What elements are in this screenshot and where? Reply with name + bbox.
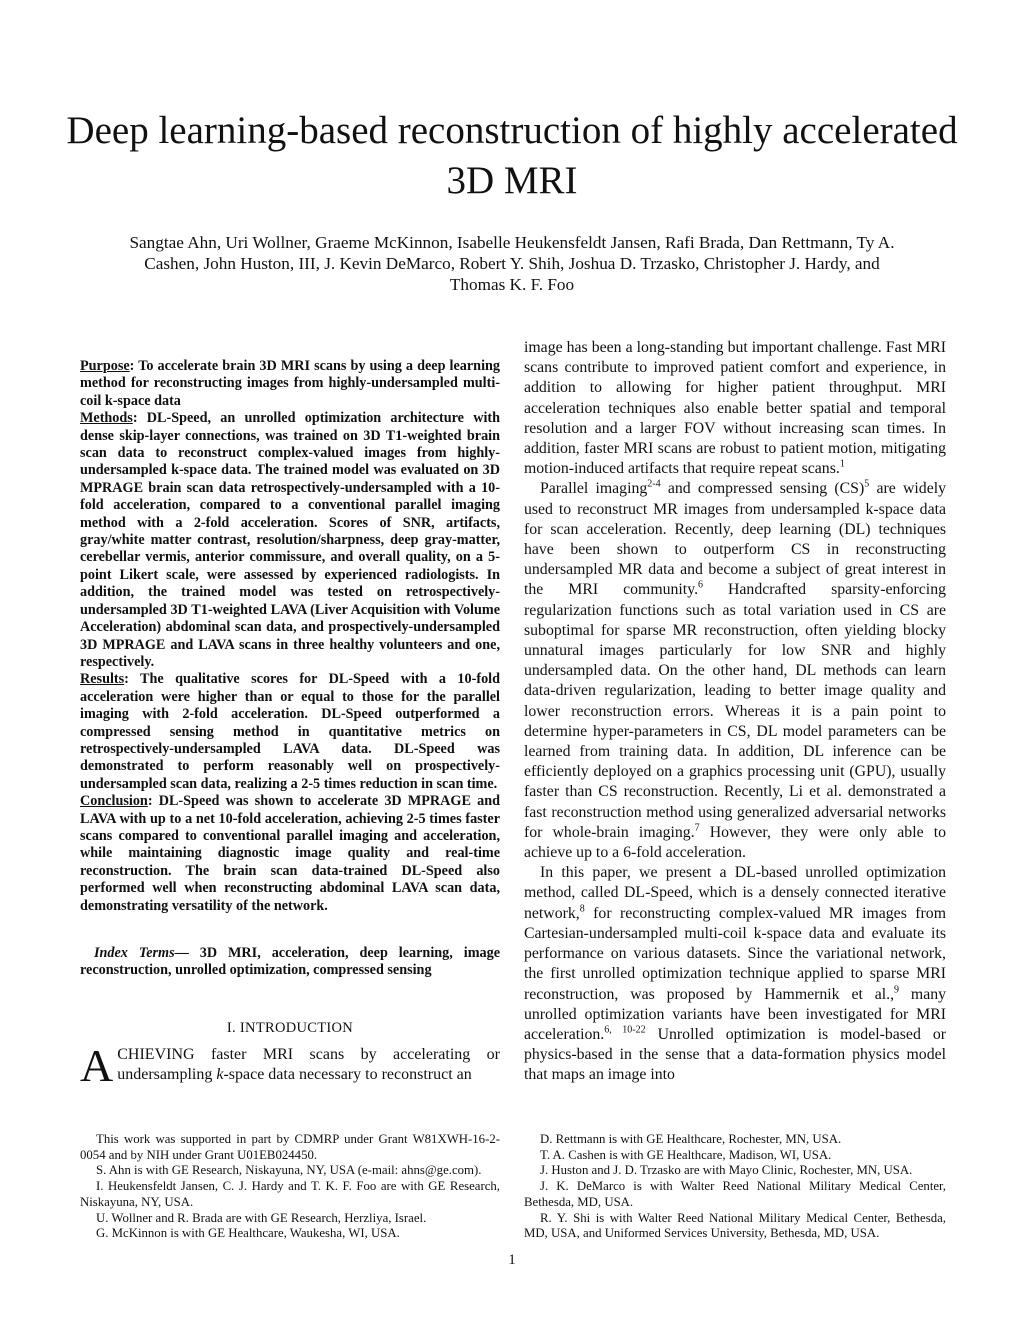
intro-paragraph [80,1039,500,1091]
footnote: This work was supported in part by CDMRP under Grant W81XWH-16-2-0054 and by NIH under Grant U01EB024450. [80,1132,500,1162]
citation: 8 [579,903,585,915]
index-terms [80,945,500,980]
purpose-text: : To accelerate brain 3D MRI scans by using a deep learning method for reconstructing images from highly-undersampled multi-coil k-space data [80,358,500,409]
abstract [80,358,500,915]
abstract-results [80,671,500,793]
p2-b: and compressed sensing (CS) [660,480,865,498]
right-paragraph-1 [524,338,946,479]
section-numeral: I. [226,1019,240,1036]
conclusion-label: Conclusion [80,793,148,810]
purpose-label: Purpose [80,358,130,374]
footnote: T. A. Cashen is with GE Healthcare, Madison, WI, USA. [540,1147,832,1162]
intro-lead: CHIEVING faster MRI scans by accelerating or undersampling [117,1045,500,1084]
footnotes-right [524,1132,946,1242]
citation: 2-4 [647,479,661,491]
citation: 5 [864,479,870,491]
p3-b: for reconstructing complex-valued MR images from Cartesian-undersampled multi-coil k-space data and evaluate its performance on various datasets. Since the variational network, the first unrolled optimization technique applied to sparse MRI reconstruction, was proposed by Hammernik et al., [524,904,946,1003]
abstract-purpose [80,358,500,410]
citation: 1 [839,458,845,470]
index-terms-text: 3D MRI, acceleration, deep learning, image reconstruction, unrolled optimization, compressed sensing [80,945,500,979]
section-heading-introduction [80,1020,500,1037]
citation: 6, 10-22 [604,1024,646,1036]
methods-label: Methods [80,410,133,427]
footnote: R. Y. Shi is with Walter Reed National Military Medical Center, Bethesda, MD, USA, and Uniformed Services University, Bethesda, MD, USA. [524,1210,946,1241]
footnote: I. Heukensfeldt Jansen, C. J. Hardy and T. K. F. Foo are with GE Research, Niskayuna, NY, USA. [80,1179,500,1209]
p2-e: However, they were only able to achieve up to a 6-fold acceleration. [524,823,946,862]
footnote: U. Wollner and R. Brada are with GE Research, Herzliya, Israel. [96,1210,427,1225]
conclusion-text: : DL-Speed was shown to accelerate 3D MPRAGE and LAVA with up to a net 10-fold acceleration, achieving 2-5 times faster scans compared to conventional parallel imaging and acceleration, while maintaining diagnostic image quality and real-time reconstruction. The brain scan data-trained DL-Speed also performed well when reconstructing abdominal LAVA scan data, demonstrating versatility of the network. [80,793,500,914]
footnote: G. McKinnon is with GE Healthcare, Waukesha, WI, USA. [96,1226,400,1241]
footnote: D. Rettmann is with GE Healthcare, Rochester, MN, USA. [540,1132,842,1146]
footnote: S. Ahn is with GE Research, Niskayuna, NY, USA (e-mail: ahns@ge.com). [96,1163,482,1178]
p2-d: Handcrafted sparsity-enforcing regularization functions such as total variation used in CS are suboptimal for sparse MR reconstruction, often yielding blocky unnatural images particularly for low SNR and highly undersampled data. On the other hand, DL methods can learn data-driven regularization, leading to better image quality and lower reconstruction errors. Whereas it is a pain point to determine hyper-parameters in CS, DL model parameters can be learned from training data. In addition, DL inference can be efficiently deployed on a graphics processing unit (GPU), usually faster than CS reconstruction. Recently, Li et al. demonstrated a fast reconstruction method using generalized adversarial networks for whole-brain imaging. [524,581,946,841]
p3-c: many unrolled optimization variants have been investigated for MRI acceleration. [524,985,947,1043]
p3-a: In this paper, we present a DL-based unrolled optimization method, called DL-Speed, which is a densely connected iterative network, [524,864,946,922]
right-column [524,338,946,1086]
footnote: J. Huston and J. D. Trzasko are with Mayo Clinic, Rochester, MN, USA. [540,1163,913,1178]
author-list: Sangtae Ahn, Uri Wollner, Graeme McKinnon, Isabelle Heukensfeldt Jansen, Rafi Brada, Dan Rettmann, Ty A. Cashen, John Huston, III, J. Kevin DeMarco, Robert Y. Shih, Joshua D. Trzasko, Christopher J. Hardy, and Thomas K. F. Foo [129,233,895,294]
p3-d: Unrolled optimization is model-based or physics-based in the sense that a data-formation physics model that maps an image into [524,1025,946,1084]
paper-title: Deep learning-based reconstruction of highly accelerated 3D MRI [66,109,958,202]
index-terms-dash: — [174,945,189,961]
results-label: Results [80,671,125,688]
intro-k: k [216,1066,224,1084]
right-paragraph-2 [524,479,946,863]
intro-rest: -space data necessary to reconstruct an [223,1066,472,1084]
index-terms-label: Index Terms [94,945,175,961]
abstract-conclusion [80,793,500,915]
p2-c: are widely used to reconstruct MR images from undersampled k-space data for scan acceleration. Recently, deep learning (DL) techniques have been shown to outperform CS in reconstructing undersampled MR data and become a subject of great interest in the MRI community. [524,480,946,599]
section-title-rest: NTRODUCTION [245,1019,354,1036]
page-number: 1 [508,1252,516,1268]
drop-cap: A [80,1039,114,1091]
citation: 9 [894,984,900,996]
section-first-letter: I [239,1019,246,1036]
p2-a: Parallel imaging [540,480,648,498]
right-paragraph-3 [524,863,946,1085]
citation: 6 [698,580,704,592]
left-column [80,358,500,1091]
citation: 7 [694,822,700,834]
methods-text: : DL-Speed, an unrolled optimization architecture with dense skip-layer connections, was trained on 3D T1-weighted brain scan data to reconstruct complex-valued images from highly-undersampled k-space data. The trained model was evaluated on 3D MPRAGE brain scan data retrospectively-undersampled with a 10-fold acceleration, compared to a conventional parallel imaging method with a 2-fold acceleration. Scores of SNR, artifacts, gray/white matter contrast, resolution/sharpness, deep gray-matter, cerebellar vermis, anterior commissure, and overall quality, on a 5-point Likert scale, were assessed by experienced radiologists. In addition, the trained model was tested on retrospectively-undersampled 3D T1-weighted LAVA (Liver Acquisition with Volume Acceleration) abdominal scan data, and prospectively-undersampled 3D MPRAGE and LAVA scans in three healthy volunteers and one, respectively. [80,410,500,670]
footnotes-left [80,1132,500,1242]
footnote: J. K. DeMarco is with Walter Reed National Military Medical Center, Bethesda, MD, USA. [524,1179,946,1209]
abstract-methods [80,410,500,671]
results-text: : The qualitative scores for DL-Speed with a 10-fold acceleration were higher than or equal to those for the parallel imaging with 2-fold acceleration. DL-Speed outperformed a compressed sensing method in quantitative metrics on retrospectively-undersampled LAVA data. DL-Speed was demonstrated to perform reasonably well on prospectively-undersampled scan data, realizing a 2-5 times reduction in scan time. [80,671,500,792]
p1-text: image has been a long-standing but important challenge. Fast MRI scans contribute to improved patient comfort and experience, in addition to allowing for higher patient throughput. MRI acceleration techniques also enable better spatial and temporal resolution and a larger FOV without increasing scan times. In addition, faster MRI scans are robust to patient motion, mitigating motion-induced artifacts that require repeat scans. [524,339,946,478]
